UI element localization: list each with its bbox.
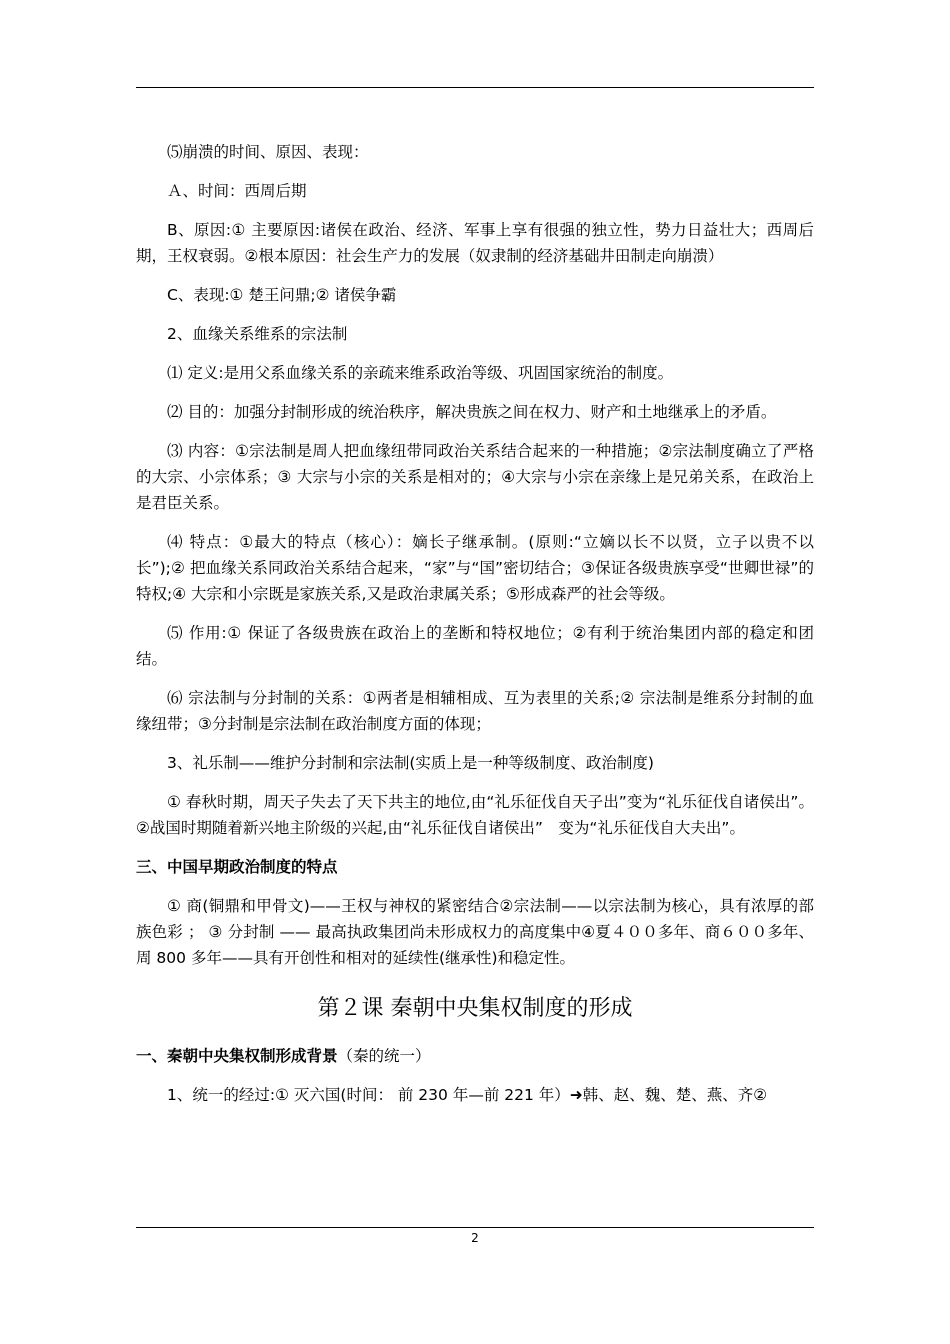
- paragraph-unification: 1、统一的经过:① 灭六国(时间： 前 230 年—前 221 年）➜韩、赵、魏、楚、燕、齐②: [167, 1086, 768, 1104]
- section-heading-bold: 一、秦朝中央集权制形成背景: [136, 1047, 338, 1065]
- header-rule: [136, 87, 814, 88]
- paragraph-collapse-heading: ⑸崩溃的时间、原因、表现：: [167, 143, 369, 161]
- section-heading-note: （秦的统一）: [337, 1047, 431, 1065]
- paragraph-clan-system-heading: 2、血缘关系维系的宗法制: [167, 325, 348, 343]
- paragraph-purpose: ⑵ 目的：加强分封制形成的统治秩序，解决贵族之间在权力、财产和土地继承上的矛盾。: [167, 403, 777, 421]
- paragraph-rites-music-text: ① 春秋时期，周天子失去了天下共主的地位,由“礼乐征伐自天子出”变为“礼乐征伐自诸侯出”。②战国时期随着新兴地主阶级的兴起,由“礼乐征伐自诸侯出” 变为“礼乐征伐自大夫出”。: [136, 793, 814, 837]
- paragraph-content: ⑶ 内容：①宗法制是周人把血缘纽带同政治关系结合起来的一种措施；②宗法制度确立了严格的大宗、小宗体系；③ 大宗与小宗的关系是相对的；④大宗与小宗在亲缘上是兄弟关系，在政治上是君臣关系。: [136, 442, 814, 512]
- page-number: 2: [471, 1231, 479, 1245]
- paragraph-rites-music-heading: 3、礼乐制——维护分封制和宗法制(实质上是一种等级制度、政治制度): [167, 754, 654, 772]
- paragraph-function: ⑸ 作用:① 保证了各级贵族在政治上的垄断和特权地位；②有利于统治集团内部的稳定和团结。: [136, 624, 814, 668]
- paragraph-collapse-time: Ａ、时间：西周后期: [167, 182, 307, 200]
- lesson-title: 第２课 秦朝中央集权制度的形成: [317, 996, 633, 1021]
- paragraph-collapse-signs: C、表现:① 楚王问鼎;② 诸侯争霸: [167, 286, 397, 304]
- footer-rule: [136, 1227, 814, 1228]
- section-heading-early-politics: 三、中国早期政治制度的特点: [136, 858, 338, 876]
- paragraph-collapse-cause: B、原因:① 主要原因:诸侯在政治、经济、军事上享有很强的独立性，势力日益壮大；西周后期，王权衰弱。②根本原因：社会生产力的发展（奴隶制的经济基础井田制走向崩溃）: [136, 221, 814, 265]
- paragraph-definition: ⑴ 定义:是用父系血缘关系的亲疏来维系政治等级、巩固国家统治的制度。: [167, 364, 674, 382]
- paragraph-early-politics-text: ① 商(铜鼎和甲骨文)——王权与神权的紧密结合②宗法制——以宗法制为核心，具有浓厚的部族色彩 ； ③ 分封制 —— 最高执政集团尚未形成权力的高度集中④夏４００多年、商６００多年、周 800 多年——具有开创性和相对的延续性(继承性)和稳定性。: [136, 897, 814, 967]
- paragraph-features: ⑷ 特点：①最大的特点（核心）：嫡长子继承制。(原则:“立嫡以长不以贤，立子以贵不以长”);② 把血缘关系同政治关系结合起来，“家”与“国”密切结合；③保证各级贵族享受“世卿世禄”的特权;④ 大宗和小宗既是家族关系,又是政治隶属关系；⑤形成森严的社会等级。: [136, 533, 814, 603]
- section-heading-qin-background: [136, 1043, 814, 1069]
- page-content: [136, 139, 814, 1121]
- paragraph-relationship: ⑹ 宗法制与分封制的关系：①两者是相辅相成、互为表里的关系;② 宗法制是维系分封制的血缘纽带；③分封制是宗法制在政治制度方面的体现；: [136, 689, 814, 733]
